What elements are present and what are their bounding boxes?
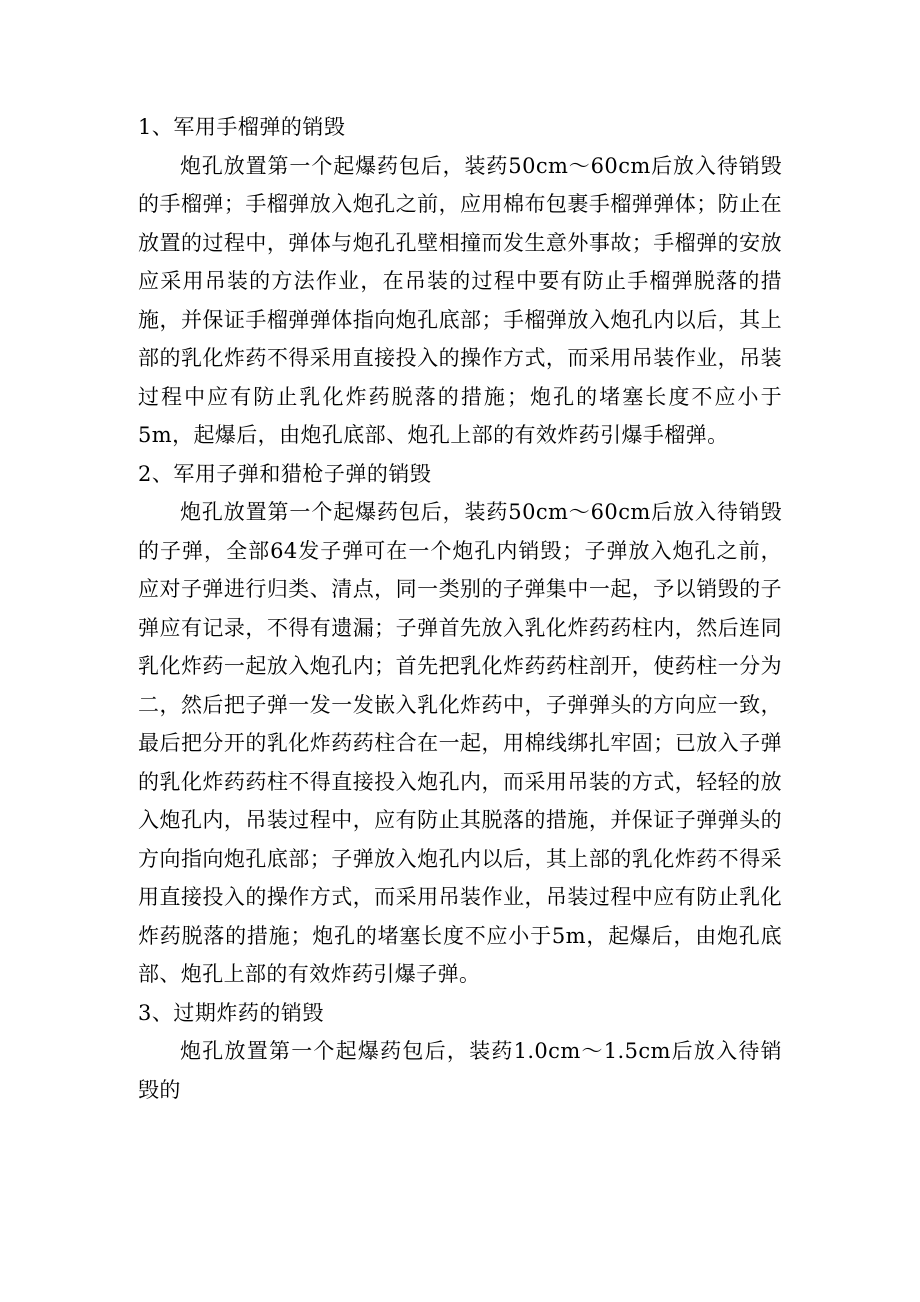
section-3 bbox=[138, 994, 782, 1110]
section-paragraph: 炮孔放置第一个起爆药包后，装药50cm～60cm后放入待销毁的子弹，全部64发子弹可在一个炮孔内销毁；子弹放入炮孔之前，应对子弹进行归类、清点，同一类别的子弹集中一起，予以销毁的子弹应有记录，不得有遗漏；子弹首先放入乳化炸药药柱内，然后连同乳化炸药一起放入炮孔内；首先把乳化炸药药柱剖开，使药柱一分为二，然后把子弹一发一发嵌入乳化炸药中，子弹弹头的方向应一致，最后把分开的乳化炸药药柱合在一起，用棉线绑扎牢固；已放入子弹的乳化炸药药柱不得直接投入炮孔内，而采用吊装的方式，轻轻的放入炮孔内，吊装过程中，应有防止其脱落的措施，并保证子弹弹头的方向指向炮孔底部；子弹放入炮孔内以后，其上部的乳化炸药不得采用直接投入的操作方式，而采用吊装作业，吊装过程中应有防止乳化炸药脱落的措施；炮孔的堵塞长度不应小于5m，起爆后，由炮孔底部、炮孔上部的有效炸药引爆子弹。 bbox=[138, 500, 782, 986]
section-paragraph: 炮孔放置第一个起爆药包后，装药1.0cm～1.5cm后放入待销毁的 bbox=[138, 1039, 782, 1102]
section-heading: 3、过期炸药的销毁 bbox=[138, 1000, 324, 1025]
document-page bbox=[138, 108, 782, 1109]
section-paragraph: 炮孔放置第一个起爆药包后，装药50cm～60cm后放入待销毁的手榴弹；手榴弹放入炮孔之前，应用棉布包裹手榴弹弹体；防止在放置的过程中，弹体与炮孔孔壁相撞而发生意外事故；手榴弹的安放应采用吊装的方法作业，在吊装的过程中要有防止手榴弹脱落的措施，并保证手榴弹弹体指向炮孔底部；手榴弹放入炮孔内以后，其上部的乳化炸药不得采用直接投入的操作方式，而采用吊装作业，吊装过程中应有防止乳化炸药脱落的措施；炮孔的堵塞长度不应小于5m，起爆后，由炮孔底部、炮孔上部的有效炸药引爆手榴弹。 bbox=[138, 153, 782, 447]
section-heading: 2、军用子弹和猎枪子弹的销毁 bbox=[138, 461, 432, 486]
section-1 bbox=[138, 108, 782, 455]
section-heading: 1、军用手榴弹的销毁 bbox=[138, 115, 346, 139]
section-2 bbox=[138, 455, 782, 994]
